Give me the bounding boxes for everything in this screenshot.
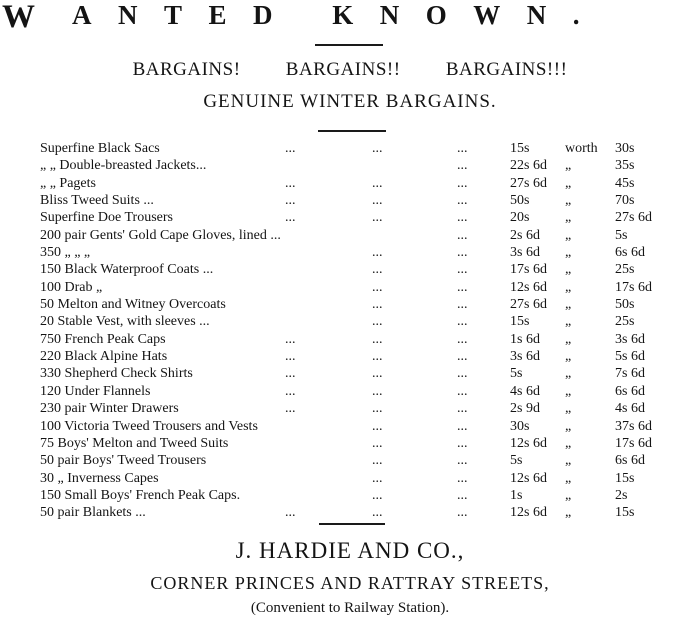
item-name: „ „ Double-breasted Jackets...	[40, 158, 207, 174]
leader-dots: ...	[285, 193, 296, 209]
item-price: 2s 6d	[510, 227, 540, 243]
leader-dots: ...	[457, 470, 468, 486]
leader-dots: ...	[372, 418, 383, 434]
item-name: 50 pair Boys' Tweed Trousers	[40, 453, 207, 469]
item-name: 750 French Peak Caps	[40, 331, 166, 347]
leader-dots: ...	[457, 314, 468, 330]
worth-label: „	[565, 383, 572, 399]
list-item	[0, 158, 700, 175]
company-address: CORNER PRINCES AND RATTRAY STREETS,	[150, 573, 550, 593]
item-price: 50s	[510, 193, 530, 209]
item-value: 4s 6d	[615, 401, 645, 417]
item-price: 22s 6d	[510, 158, 547, 174]
item-value: 37s 6d	[615, 418, 652, 434]
item-value: 6s 6d	[615, 453, 645, 469]
worth-label: „	[565, 262, 572, 278]
list-item	[0, 262, 700, 279]
item-value: 5s	[615, 227, 628, 243]
item-price: 15s	[510, 141, 530, 156]
leader-dots: ...	[457, 297, 468, 313]
price-list	[0, 141, 700, 523]
leader-dots: ...	[372, 314, 383, 330]
leader-dots: ...	[372, 470, 383, 486]
item-price: 1s 6d	[510, 331, 540, 347]
worth-label: „	[565, 487, 572, 503]
item-value: 17s 6d	[615, 435, 652, 451]
worth-label: worth	[565, 141, 598, 156]
leader-dots: ...	[285, 210, 296, 226]
company-name: J. HARDIE AND CO.,	[235, 538, 465, 563]
item-name: 200 pair Gents' Gold Cape Gloves, lined ...	[40, 227, 281, 243]
worth-label: „	[565, 366, 572, 382]
worth-label: „	[565, 349, 572, 365]
worth-label: „	[565, 158, 572, 174]
leader-dots: ...	[285, 349, 296, 365]
headline-text: ANTED KNOWN.	[72, 0, 607, 30]
leader-dots: ...	[372, 193, 383, 209]
list-item	[0, 349, 700, 366]
item-value: 17s 6d	[615, 279, 652, 295]
list-item	[0, 210, 700, 227]
leader-dots: ...	[372, 401, 383, 417]
divider-rule	[315, 44, 383, 46]
item-price: 5s	[510, 453, 523, 469]
list-item	[0, 228, 700, 245]
item-name: 100 Victoria Tweed Trousers and Vests	[40, 418, 258, 434]
item-name: 20 Stable Vest, with sleeves ...	[40, 314, 210, 330]
list-item	[0, 419, 700, 436]
subheading: GENUINE WINTER BARGAINS.	[203, 91, 497, 112]
worth-label: „	[565, 470, 572, 486]
item-name: 50 Melton and Witney Overcoats	[40, 297, 226, 313]
leader-dots: ...	[457, 158, 468, 174]
list-item	[0, 141, 700, 158]
leader-dots: ...	[285, 505, 296, 521]
leader-dots: ...	[457, 141, 468, 156]
item-value: 35s	[615, 158, 635, 174]
item-value: 6s 6d	[615, 245, 645, 261]
item-value: 5s 6d	[615, 349, 645, 365]
list-item	[0, 176, 700, 193]
item-price: 27s 6d	[510, 175, 547, 191]
divider-rule	[318, 130, 386, 132]
leader-dots: ...	[285, 141, 296, 156]
leader-dots: ...	[457, 366, 468, 382]
item-value: 50s	[615, 297, 635, 313]
worth-label: „	[565, 210, 572, 226]
bargains-text: BARGAINS!!	[285, 59, 401, 80]
item-value: 15s	[615, 505, 635, 521]
worth-label: „	[565, 245, 572, 261]
list-item	[0, 332, 700, 349]
worth-label: „	[565, 505, 572, 521]
item-name: Bliss Tweed Suits ...	[40, 193, 154, 209]
item-price: 3s 6d	[510, 349, 540, 365]
worth-label: „	[565, 193, 572, 209]
list-item	[0, 401, 700, 418]
list-item	[0, 436, 700, 453]
list-item	[0, 366, 700, 383]
worth-label: „	[565, 453, 572, 469]
leader-dots: ...	[457, 349, 468, 365]
leader-dots: ...	[285, 366, 296, 382]
leader-dots: ...	[285, 383, 296, 399]
leader-dots: ...	[457, 453, 468, 469]
leader-dots: ...	[457, 227, 468, 243]
item-value: 2s	[615, 487, 628, 503]
location-note: (Convenient to Railway Station).	[250, 600, 450, 616]
item-value: 15s	[615, 470, 635, 486]
leader-dots: ...	[372, 349, 383, 365]
item-name: 50 pair Blankets ...	[40, 505, 146, 521]
item-price: 27s 6d	[510, 297, 547, 313]
item-name: Superfine Doe Trousers	[40, 210, 173, 226]
leader-dots: ...	[372, 141, 383, 156]
item-price: 30s	[510, 418, 530, 434]
leader-dots: ...	[457, 383, 468, 399]
leader-dots: ...	[285, 401, 296, 417]
item-name: Superfine Black Sacs	[40, 141, 160, 156]
leader-dots: ...	[372, 279, 383, 295]
list-item	[0, 297, 700, 314]
list-item	[0, 453, 700, 470]
worth-label: „	[565, 227, 572, 243]
worth-label: „	[565, 297, 572, 313]
list-item	[0, 488, 700, 505]
item-value: 25s	[615, 314, 635, 330]
leader-dots: ...	[372, 505, 383, 521]
worth-label: „	[565, 175, 572, 191]
bargains-text: BARGAINS!	[132, 59, 241, 80]
item-price: 4s 6d	[510, 383, 540, 399]
item-value: 3s 6d	[615, 331, 645, 347]
item-name: 30 „ Inverness Capes	[40, 470, 159, 486]
bargains-line	[0, 59, 700, 81]
headline	[2, 0, 696, 40]
leader-dots: ...	[457, 175, 468, 191]
item-name: 150 Small Boys' French Peak Caps.	[40, 487, 241, 503]
leader-dots: ...	[457, 487, 468, 503]
leader-dots: ...	[372, 487, 383, 503]
leader-dots: ...	[372, 297, 383, 313]
list-item	[0, 280, 700, 297]
list-item	[0, 314, 700, 331]
leader-dots: ...	[457, 193, 468, 209]
item-price: 12s 6d	[510, 279, 547, 295]
item-price: 20s	[510, 210, 530, 226]
leader-dots: ...	[457, 262, 468, 278]
worth-label: „	[565, 435, 572, 451]
item-price: 3s 6d	[510, 245, 540, 261]
worth-label: „	[565, 401, 572, 417]
headline-initial: W	[2, 0, 35, 35]
leader-dots: ...	[285, 331, 296, 347]
leader-dots: ...	[457, 210, 468, 226]
item-name: 220 Black Alpine Hats	[40, 349, 168, 365]
item-value: 70s	[615, 193, 635, 209]
leader-dots: ...	[457, 245, 468, 261]
leader-dots: ...	[372, 262, 383, 278]
item-price: 12s 6d	[510, 435, 547, 451]
item-price: 12s 6d	[510, 505, 547, 521]
item-name: 230 pair Winter Drawers	[40, 401, 179, 417]
leader-dots: ...	[457, 401, 468, 417]
worth-label: „	[565, 279, 572, 295]
item-value: 27s 6d	[615, 210, 652, 226]
item-value: 45s	[615, 175, 635, 191]
item-price: 15s	[510, 314, 530, 330]
item-value: 25s	[615, 262, 635, 278]
item-name: 330 Shepherd Check Shirts	[40, 366, 193, 382]
worth-label: „	[565, 331, 572, 347]
leader-dots: ...	[372, 245, 383, 261]
leader-dots: ...	[285, 175, 296, 191]
list-item	[0, 245, 700, 262]
leader-dots: ...	[372, 383, 383, 399]
item-name: 350 „ „ „	[40, 245, 91, 261]
item-price: 12s 6d	[510, 470, 547, 486]
leader-dots: ...	[372, 453, 383, 469]
leader-dots: ...	[372, 435, 383, 451]
list-item	[0, 193, 700, 210]
item-value: 6s 6d	[615, 383, 645, 399]
list-item	[0, 384, 700, 401]
item-price: 5s	[510, 366, 523, 382]
item-name: 75 Boys' Melton and Tweed Suits	[40, 435, 229, 451]
list-item	[0, 505, 700, 522]
leader-dots: ...	[457, 418, 468, 434]
leader-dots: ...	[457, 435, 468, 451]
leader-dots: ...	[372, 210, 383, 226]
leader-dots: ...	[457, 505, 468, 521]
item-price: 17s 6d	[510, 262, 547, 278]
item-price: 1s	[510, 487, 523, 503]
leader-dots: ...	[372, 175, 383, 191]
leader-dots: ...	[457, 331, 468, 347]
leader-dots: ...	[457, 279, 468, 295]
leader-dots: ...	[372, 331, 383, 347]
item-value: 7s 6d	[615, 366, 645, 382]
divider-rule	[319, 523, 385, 525]
item-price: 2s 9d	[510, 401, 540, 417]
item-name: 120 Under Flannels	[40, 383, 151, 399]
item-name: „ „ Pagets	[40, 175, 96, 191]
item-name: 100 Drab „	[40, 279, 103, 295]
leader-dots: ...	[372, 366, 383, 382]
bargains-text: BARGAINS!!!	[445, 59, 568, 80]
worth-label: „	[565, 314, 572, 330]
item-value: 30s	[615, 141, 635, 156]
item-name: 150 Black Waterproof Coats ...	[40, 262, 214, 278]
worth-label: „	[565, 418, 572, 434]
list-item	[0, 471, 700, 488]
